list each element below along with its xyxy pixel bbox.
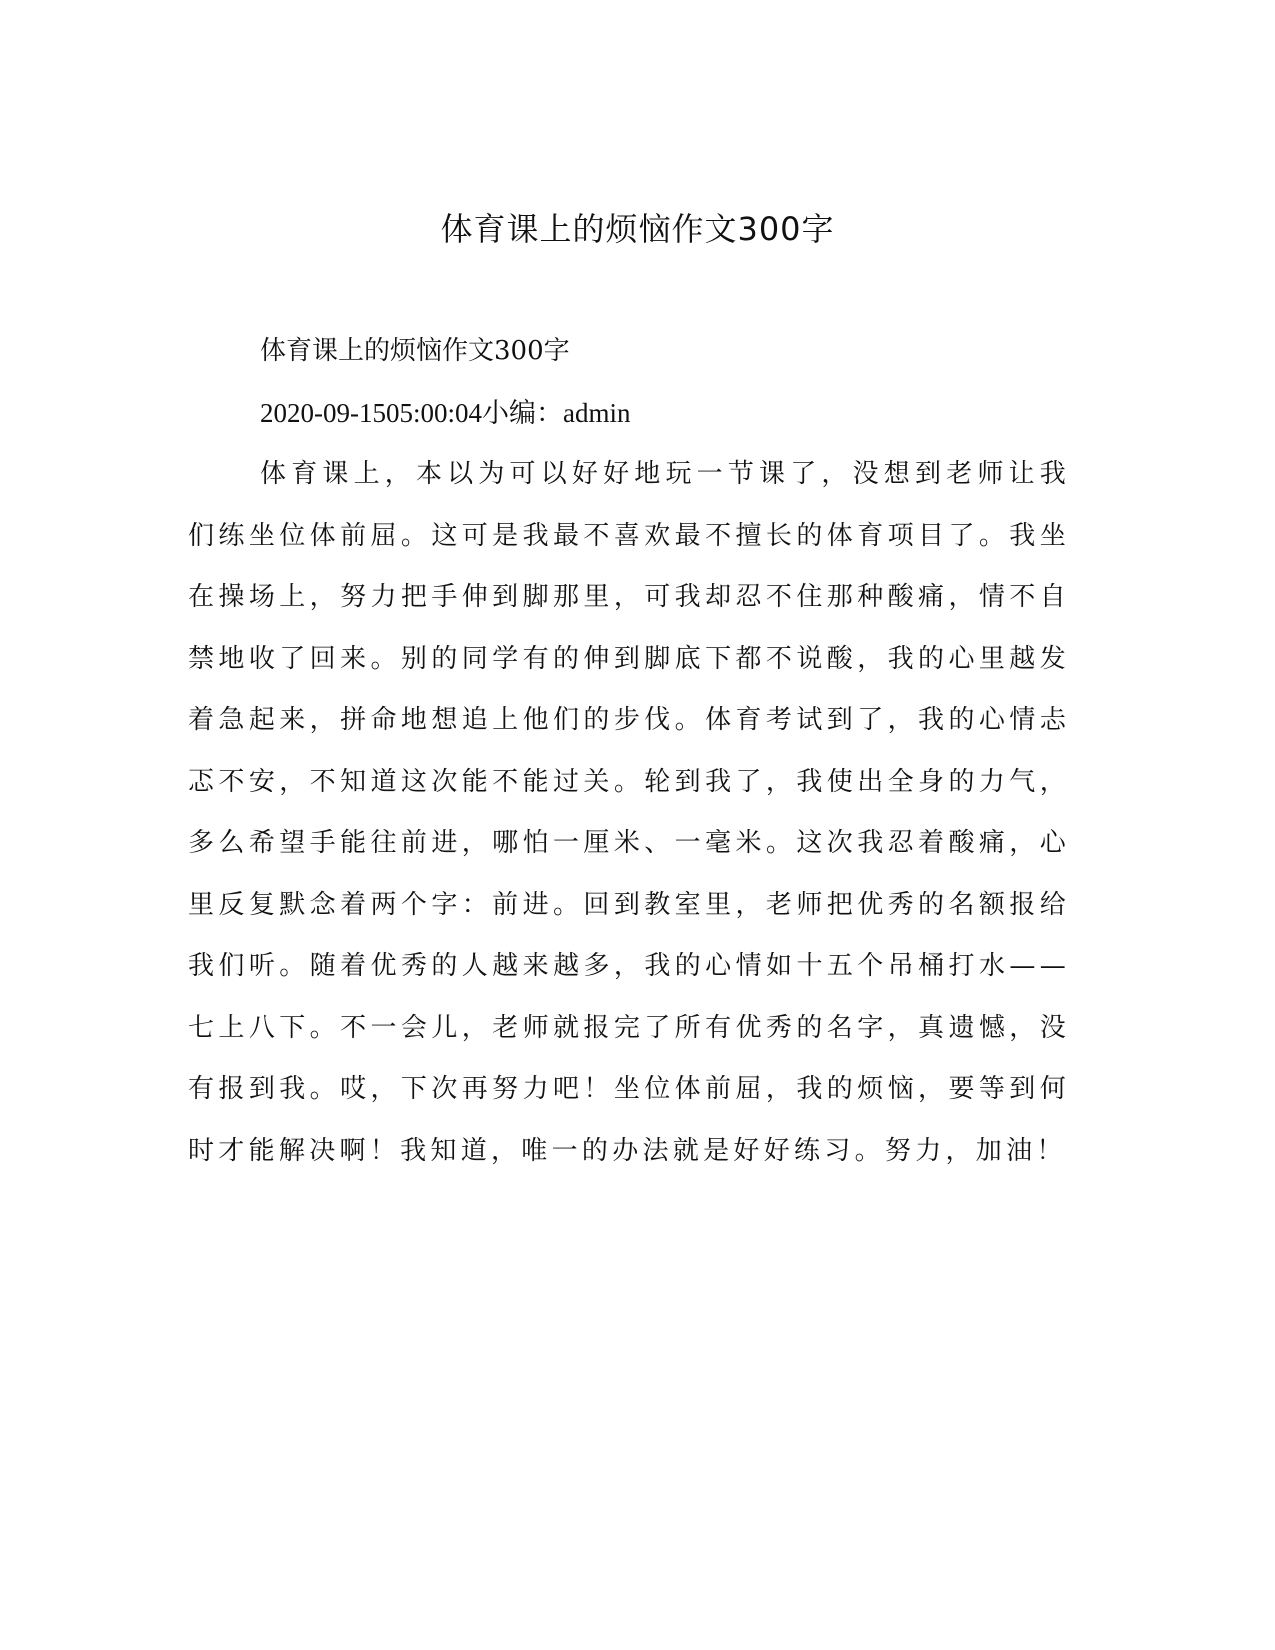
essay-paragraph: 体育课上，本以为可以好好地玩一节课了，没想到老师让我们练坐位体前屈。这可是我最不喜欢最不擅长的体育项目了。我坐在操场上，努力把手伸到脚那里，可我却忍不住那种酸痛，情不自禁地收了回来。别的同学有的伸到脚底下都不说酸，我的心里越发着急起来，拼命地想追上他们的步伐。体育考试到了，我的心情忐忑不安，不知道这次能不能过关。轮到我了，我使出全身的力气，多么希望手能往前进，哪怕一厘米、一毫米。这次我忍着酸痛，心里反复默念着两个字：前进。回到教室里，老师把优秀的名额报给我们听。随着优秀的人越来越多，我的心情如十五个吊桶打水——七上八下。不一会儿，老师就报完了所有优秀的名字，真遗憾，没有报到我。哎，下次再努力吧！坐位体前屈，我的烦恼，要等到何时才能解决啊！我知道，唯一的办法就是好好练习。努力，加油！ (188, 459, 1070, 1166)
document-body (188, 321, 1070, 1182)
publish-meta: 2020-09-1505:00:04小编：admin (260, 397, 631, 428)
essay-subtitle: 体育课上的烦恼作文300字 (260, 336, 570, 366)
document-title: 体育课上的烦恼作文300字 (440, 210, 835, 248)
